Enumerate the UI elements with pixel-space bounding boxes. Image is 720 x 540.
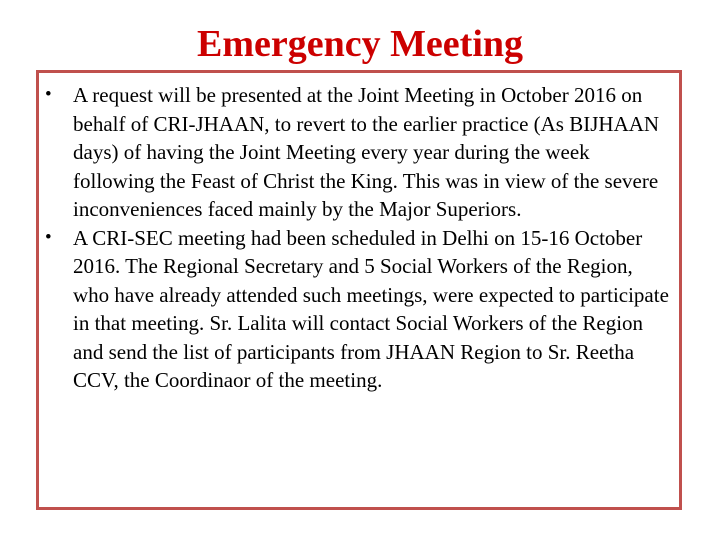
bullet-item [39,224,673,395]
bullet-icon: • [45,84,52,105]
slide-title: Emergency Meeting [196,23,524,65]
content-box [36,70,682,510]
bullet-text: A CRI-SEC meeting had been scheduled in Delhi on 15-16 October 2016. The Regional Secretary and 5 Social Workers of the Region, who have already attended such meetings, were expected to participate in that meeting. Sr. Lalita will contact Social Workers of the Region and send the list of participants from JHAAN Region to Sr. Reetha CCV, the Coordinaor of the meeting. [73,225,669,392]
bullet-icon: • [45,226,52,248]
bullet-item [39,81,673,224]
bullet-text: A request will be presented at the Joint Meeting in October 2016 on behalf of CRI-JHAAN, to revert to the earlier practice (As BIJHAAN days) of having the Joint Meeting every year during the week following the Feast of Christ the King. This was in view of the severe inconveniences faced mainly by the Major Superiors. [73,83,660,221]
bullet-list [39,73,679,395]
